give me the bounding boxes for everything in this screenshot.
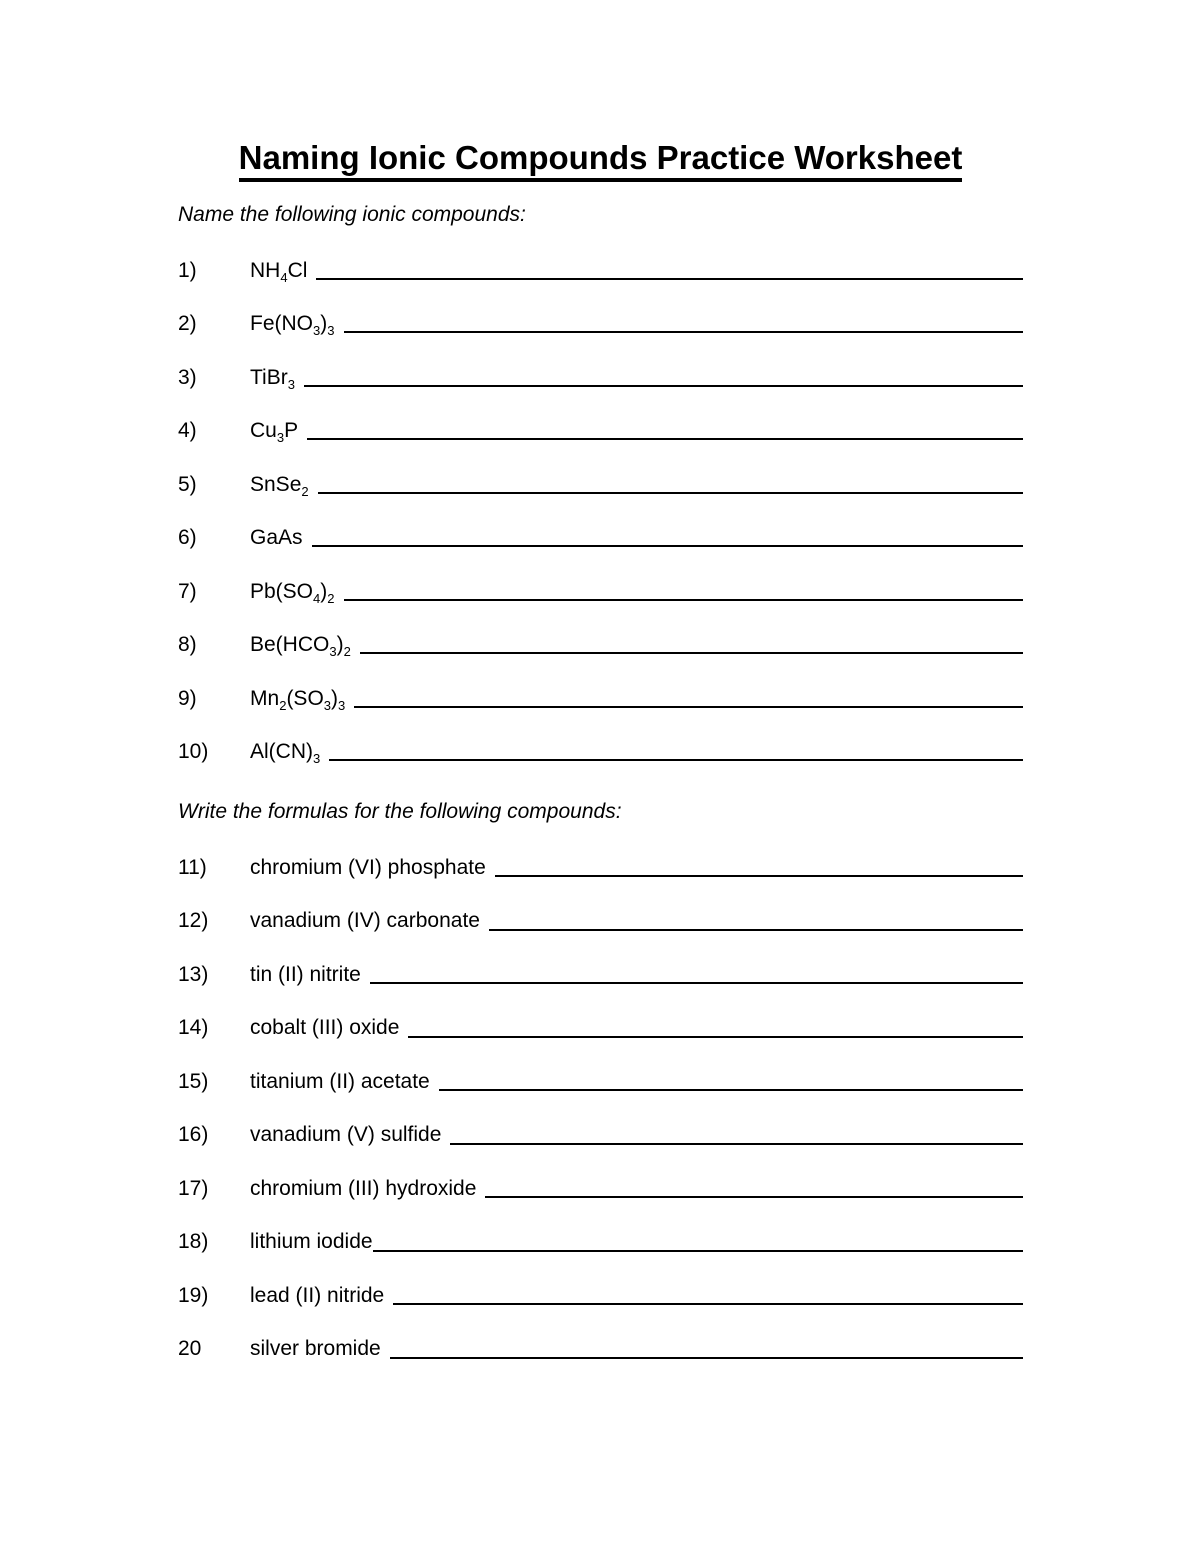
item-number: 20	[178, 1337, 202, 1361]
item-number: 5)	[178, 472, 197, 496]
item-formula: $Be(HCO_3)_2$	[250, 633, 351, 660]
item-label: cobalt (III) oxide	[250, 1016, 400, 1040]
item-number: 9)	[178, 686, 197, 710]
answer-blank	[360, 652, 1023, 654]
item-formula: $Fe(NO_3)_3$	[250, 312, 335, 339]
answer-blank	[390, 1357, 1023, 1359]
item-number: 6)	[178, 526, 197, 550]
worksheet-item-19	[178, 1255, 1023, 1309]
answer-blank	[450, 1143, 1023, 1145]
section2-instruction: Write the formulas for the following compounds:	[178, 800, 622, 824]
item-number: 14)	[178, 1016, 209, 1040]
section1-instruction: Name the following ionic compounds:	[178, 203, 526, 227]
worksheet-item-18	[178, 1201, 1023, 1255]
section2-items	[178, 827, 1023, 1362]
answer-blank	[329, 759, 1023, 761]
page-title-text: Naming Ionic Compounds Practice Worksheet	[239, 139, 963, 182]
item-formula: $Mn_2(SO_3)_3$	[250, 686, 346, 713]
item-number: 10)	[178, 740, 209, 764]
item-number: 8)	[178, 633, 197, 657]
worksheet-item-5	[178, 443, 1023, 497]
worksheet-item-6	[178, 497, 1023, 551]
answer-blank	[393, 1303, 1023, 1305]
item-number: 11)	[178, 855, 207, 879]
answer-blank	[304, 385, 1023, 387]
item-label: chromium (VI) phosphate	[250, 855, 486, 879]
item-label: lead (II) nitride	[250, 1283, 385, 1307]
item-label: chromium (III) hydroxide	[250, 1176, 477, 1200]
item-formula: GaAs	[250, 526, 303, 550]
answer-blank	[344, 599, 1023, 601]
item-number: 18)	[178, 1230, 209, 1254]
worksheet-item-7	[178, 550, 1023, 604]
item-number: 19)	[178, 1283, 209, 1307]
item-formula: SnSe$_2$	[250, 472, 309, 499]
item-label: silver bromide	[250, 1337, 381, 1361]
item-formula: $Al(CN)_3$	[250, 740, 321, 767]
item-formula: $Cu_3P$	[250, 419, 299, 446]
worksheet-item-1	[178, 229, 1023, 283]
item-label: vanadium (V) sulfide	[250, 1123, 442, 1147]
worksheet-item-20	[178, 1308, 1023, 1362]
worksheet-item-4	[178, 390, 1023, 444]
item-number: 2)	[178, 312, 197, 336]
item-number: 1)	[178, 258, 197, 282]
worksheet-item-12	[178, 880, 1023, 934]
answer-blank	[373, 1250, 1023, 1252]
item-number: 4)	[178, 419, 197, 443]
answer-blank	[489, 929, 1023, 931]
answer-blank	[316, 278, 1023, 280]
section1-items	[178, 229, 1023, 767]
worksheet-item-10	[178, 711, 1023, 765]
item-number: 15)	[178, 1069, 209, 1093]
answer-blank	[485, 1196, 1023, 1198]
item-formula: TiBr$_3$	[250, 365, 295, 392]
worksheet-item-8	[178, 604, 1023, 658]
answer-blank	[439, 1089, 1023, 1091]
worksheet-item-2	[178, 283, 1023, 337]
answer-blank	[408, 1036, 1023, 1038]
item-number: 16)	[178, 1123, 209, 1147]
item-label: lithium iodide	[250, 1230, 373, 1254]
item-formula: $Pb(SO_4)_2$	[250, 579, 335, 606]
answer-blank	[354, 706, 1023, 708]
answer-blank	[495, 875, 1023, 877]
page-title	[178, 140, 1023, 176]
item-number: 13)	[178, 962, 209, 986]
worksheet-item-17	[178, 1148, 1023, 1202]
item-number: 12)	[178, 909, 209, 933]
answer-blank	[312, 545, 1023, 547]
answer-blank	[344, 331, 1024, 333]
item-number: 7)	[178, 579, 197, 603]
worksheet-item-16	[178, 1094, 1023, 1148]
item-formula: $NH_4Cl$	[250, 258, 308, 285]
item-label: vanadium (IV) carbonate	[250, 909, 480, 933]
answer-blank	[318, 492, 1023, 494]
worksheet-item-3	[178, 336, 1023, 390]
item-label: titanium (II) acetate	[250, 1069, 430, 1093]
answer-blank	[307, 438, 1023, 440]
item-number: 17)	[178, 1176, 209, 1200]
worksheet-item-13	[178, 934, 1023, 988]
worksheet-item-9	[178, 657, 1023, 711]
item-label: tin (II) nitrite	[250, 962, 361, 986]
answer-blank	[370, 982, 1023, 984]
worksheet-item-14	[178, 987, 1023, 1041]
item-number: 3)	[178, 365, 197, 389]
worksheet-item-11	[178, 827, 1023, 881]
worksheet-item-15	[178, 1041, 1023, 1095]
